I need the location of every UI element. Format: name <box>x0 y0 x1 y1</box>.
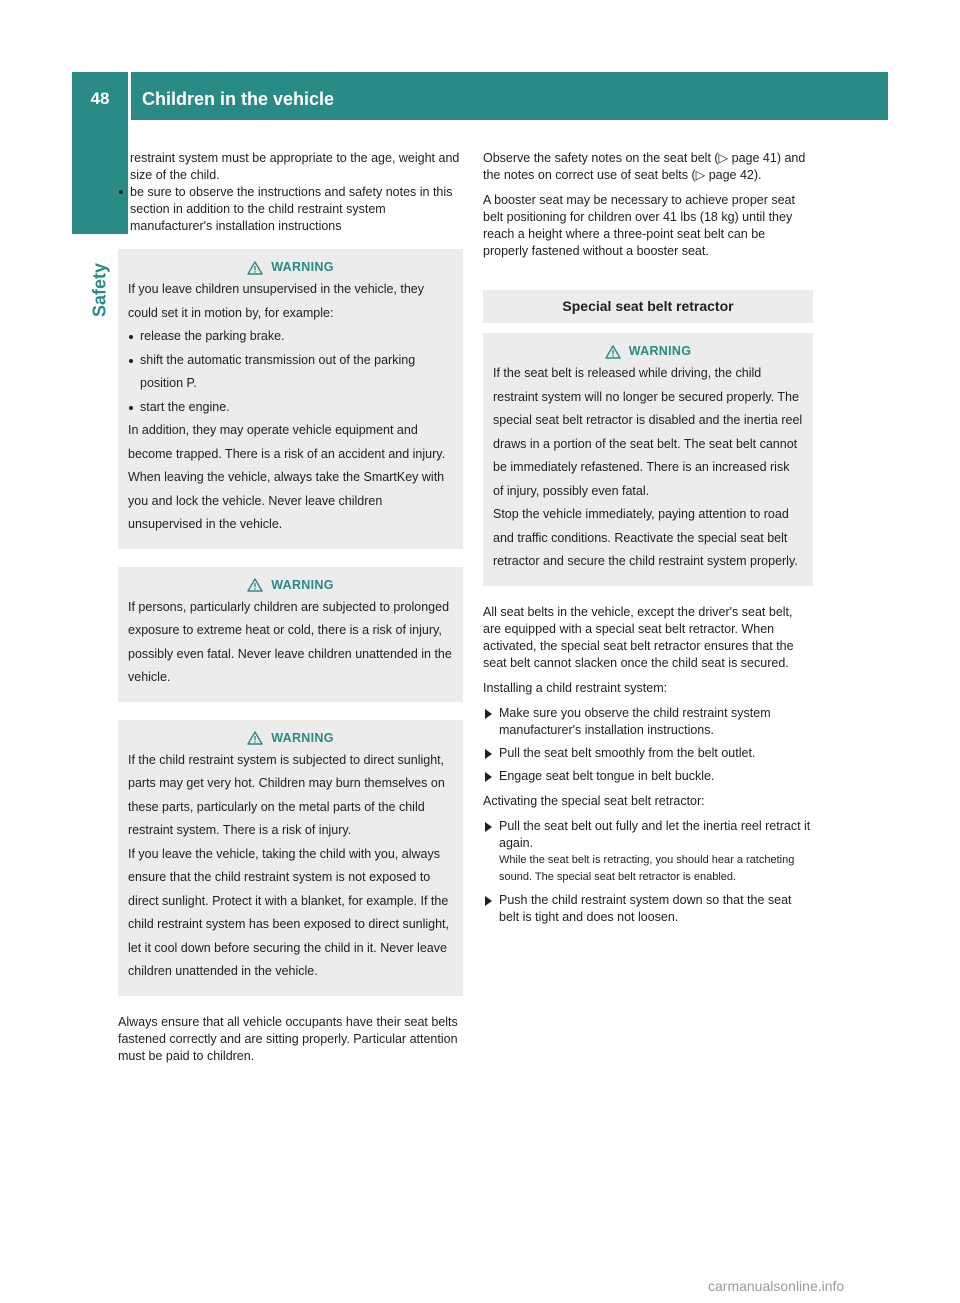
activating-label: Activating the special seat belt retractor: <box>483 793 705 808</box>
warning-header <box>128 730 453 747</box>
warning-text: When leaving the vehicle, always take the SmartKey with you and lock the vehicle. Never leave children unsupervised in the vehicle. <box>128 470 445 531</box>
warning-text: If the seat belt is released while driving, the child restraint system will no longer be secured properly. The special seat belt retractor is disabled and the inertia reel draws in a portion of the seat belt. The seat belt cannot be immediately refastened. There is an increased risk of injury, possibly even fatal. <box>493 366 803 498</box>
warning-header <box>493 343 803 360</box>
installing-label: Installing a child restraint system: <box>483 680 668 695</box>
right-column <box>483 150 813 934</box>
warning-list-item <box>128 325 453 349</box>
intro-bullets <box>118 184 463 235</box>
warning-header <box>128 577 453 594</box>
watermark: carmanualsonline.info <box>708 1278 845 1294</box>
step-arrow-icon <box>485 896 492 906</box>
warning-text: In addition, they may operate vehicle equipment and become trapped. There is a risk of an accident and injury. <box>128 423 446 461</box>
warning-triangle-icon <box>247 731 263 745</box>
warning-list-text: release the parking brake. <box>140 329 285 343</box>
step-arrow-icon <box>485 749 492 759</box>
step-text: Make sure you observe the child restraint system manufacturer's installation instructions. <box>499 705 771 737</box>
warning-triangle-icon <box>247 578 263 592</box>
warning-text: Stop the vehicle immediately, paying attention to road and traffic conditions. Reactivate the special seat belt retractor and secure the child restraint system properly. <box>493 507 798 568</box>
closing-paragraph: Always ensure that all vehicle occupants have their seat belts fastened correctly and are sitting properly. Particular attention must be paid to children. <box>118 1014 458 1063</box>
section-heading: Special seat belt retractor <box>483 290 813 323</box>
bullet-dot <box>119 190 123 194</box>
warning-list-item <box>128 396 453 420</box>
warning-box-children-unsupervised <box>118 249 463 549</box>
left-column <box>118 150 463 1073</box>
bullet-dot <box>129 406 133 410</box>
warning-triangle-icon <box>605 345 621 359</box>
step-item <box>483 705 813 739</box>
warning-title: WARNING <box>271 730 334 745</box>
step-text: Pull the seat belt smoothly from the belt outlet. <box>499 745 756 760</box>
warning-text: If persons, particularly children are subjected to prolonged exposure to extreme heat or cold, there is a risk of injury, possibly even fatal. Never leave children unattended in the vehicle. <box>128 599 452 684</box>
retractor-paragraph: All seat belts in the vehicle, except the driver's seat belt, are equipped with a special seat belt retractor. When activated, the special seat belt retractor ensures that the seat belt cannot slacken once the child seat is secured. <box>483 604 794 670</box>
step-item <box>483 892 813 926</box>
warning-triangle-icon <box>247 261 263 275</box>
step-text: Push the child restraint system down so that the seat belt is tight and does not loosen. <box>499 892 792 924</box>
warning-title: WARNING <box>271 577 334 592</box>
warning-list-item <box>128 349 453 396</box>
step-item <box>483 818 813 886</box>
warning-title: WARNING <box>271 260 334 274</box>
warning-title: WARNING <box>628 344 692 358</box>
booster-seat-paragraph: A booster seat may be necessary to achieve proper seat belt positioning for children over 41 lbs (18 kg) until they reach a height where a three-point seat belt can be properly fastened without a booster seat. <box>483 193 795 258</box>
bullet-dot <box>129 335 133 339</box>
bullet-dot <box>129 359 133 363</box>
warning-header <box>128 259 453 276</box>
step-item <box>483 768 813 785</box>
header-divider <box>128 72 131 120</box>
step-arrow-icon <box>485 822 492 832</box>
warning-box-seat-belt-released <box>483 333 813 586</box>
bullet-text: be sure to observe the instructions and safety notes in this section in addition to the child restraint system manufacturer's installation instructions <box>130 185 453 233</box>
install-steps <box>483 705 813 785</box>
step-arrow-icon <box>485 709 492 719</box>
warning-list-text: shift the automatic transmission out of the parking position P. <box>140 352 416 390</box>
warning-text: If you leave children unsupervised in the vehicle, they could set it in motion by, for example: <box>128 282 425 320</box>
section-label-text: Safety <box>89 262 110 318</box>
warning-box-sunlight <box>118 720 463 996</box>
step-result-text: While the seat belt is retracting, you should hear a ratcheting sound. The special seat belt retractor is enabled. <box>499 853 795 883</box>
intro-paragraph: restraint system must be appropriate to the age, weight and size of the child. <box>130 151 460 182</box>
warning-list-text: start the engine. <box>140 399 230 414</box>
safety-notes-paragraph: Observe the safety notes on the seat belt (▷ page 41) and the notes on correct use of seat belts (▷ page 42). <box>483 151 806 182</box>
activate-steps <box>483 818 813 926</box>
step-arrow-icon <box>485 772 492 782</box>
warning-box-heat-cold <box>118 567 463 702</box>
step-text: Engage seat belt tongue in belt buckle. <box>499 768 715 783</box>
warning-text: If the child restraint system is subjected to direct sunlight, parts may get very hot. Children may burn themselves on these parts, particularly on the metal parts of the child restraint system. There is a risk of injury. <box>128 752 445 837</box>
chapter-title: Children in the vehicle <box>142 89 335 109</box>
step-text: Pull the seat belt out fully and let the inertia reel retract it again. <box>499 818 811 850</box>
page-number: 48 <box>90 89 110 108</box>
bullet-item <box>118 184 463 235</box>
warning-list <box>128 325 453 419</box>
warning-text: If you leave the vehicle, taking the child with you, always ensure that the child restraint system is not exposed to direct sunlight. Protect it with a blanket, for example. If the child restraint system has been exposed to direct sunlight, let it cool down before securing the child in it. Never leave children unattended in the vehicle. <box>128 846 450 978</box>
step-item <box>483 745 813 762</box>
